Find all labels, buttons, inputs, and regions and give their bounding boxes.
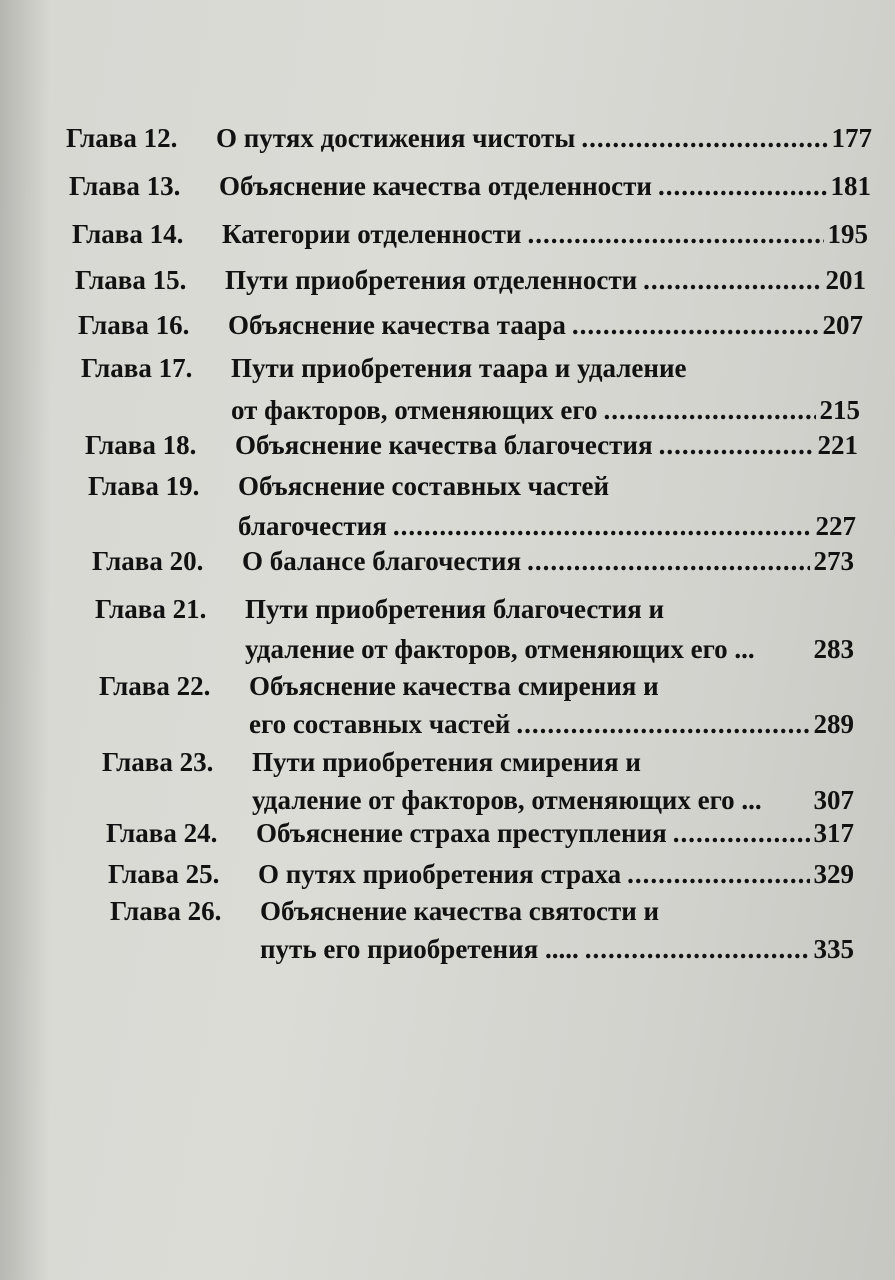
toc-entry-17 (81, 350, 860, 428)
toc-entry-16 (78, 307, 863, 343)
chapter-number: Глава 22. (99, 671, 211, 701)
chapter-title-continued: удаление от факторов, отменяющих его ... (245, 634, 755, 664)
page-number: 207 (822, 310, 863, 340)
chapter-number: Глава 16. (78, 310, 190, 340)
page-number: 317 (813, 818, 854, 848)
chapter-number: Глава 24. (106, 818, 218, 848)
page-number: 289 (813, 709, 854, 739)
toc-entry-20 (92, 543, 854, 579)
toc-entry-18 (85, 427, 858, 463)
chapter-title: Объяснение страха преступления (256, 818, 667, 848)
leader-dots (643, 262, 821, 298)
leader-dots (658, 168, 827, 204)
leader-dots (393, 508, 812, 544)
chapter-number: Глава 15. (75, 265, 187, 295)
toc-entry-21 (95, 591, 854, 667)
page-number: 273 (813, 546, 854, 576)
chapter-title: Пути приобретения отделенности (225, 265, 638, 295)
chapter-number: Глава 18. (85, 430, 197, 460)
leader-dots (527, 216, 823, 252)
page-number: 181 (830, 171, 871, 201)
toc-entry-15 (75, 262, 866, 298)
page-number: 283 (813, 634, 854, 664)
leader-dots (627, 856, 809, 892)
chapter-number: Глава 21. (95, 594, 207, 624)
page-number: 201 (825, 265, 866, 295)
chapter-number: Глава 12. (66, 123, 178, 153)
chapter-title: Объяснение качества отделенности (219, 171, 652, 201)
chapter-title: Категории отделенности (222, 219, 522, 249)
chapter-title: О путях приобретения страха (258, 859, 622, 889)
chapter-title: Объяснение качества святости и (260, 896, 660, 926)
toc-entry-24 (106, 815, 854, 851)
page-number: 227 (815, 511, 856, 541)
chapter-title: О балансе благочестия (242, 546, 522, 576)
chapter-number: Глава 26. (110, 896, 222, 926)
toc-entry-26 (110, 893, 854, 967)
chapter-title-continued: путь его приобретения ..... (260, 934, 579, 964)
toc-entry-14 (72, 216, 868, 252)
toc-entry-22 (99, 668, 854, 742)
leader-dots (659, 427, 814, 463)
toc-entry-12 (66, 120, 872, 156)
toc-entry-23 (102, 744, 854, 818)
page-number: 177 (831, 123, 872, 153)
chapter-number: Глава 23. (102, 747, 214, 777)
chapter-number: Глава 17. (81, 353, 193, 383)
page-number: 329 (813, 859, 854, 889)
toc-entry-19 (88, 468, 856, 544)
chapter-title: Объяснение качества смирения и (249, 671, 659, 701)
chapter-number: Глава 19. (88, 471, 200, 501)
chapter-title-continued: благочестия (238, 511, 387, 541)
leader-dots (527, 543, 809, 579)
chapter-title-continued: удаление от факторов, отменяющих его ... (252, 785, 762, 815)
chapter-number: Глава 20. (92, 546, 204, 576)
page-number: 195 (827, 219, 868, 249)
toc-entry-25 (108, 856, 854, 892)
leader-dots (585, 931, 810, 967)
chapter-title: Объяснение составных частей (238, 471, 610, 501)
leader-dots (572, 307, 819, 343)
leader-dots (603, 392, 815, 428)
chapter-title: Пути приобретения смирения и (252, 747, 641, 777)
leader-dots (673, 815, 810, 851)
page-number: 215 (819, 395, 860, 425)
chapter-title: Объяснение качества таара (228, 310, 566, 340)
chapter-number: Глава 25. (108, 859, 220, 889)
chapter-title: Пути приобретения благочестия и (245, 594, 665, 624)
chapter-title-continued: его составных частей (249, 709, 511, 739)
chapter-title-continued: от факторов, отменяющих его (231, 395, 598, 425)
chapter-number: Глава 13. (69, 171, 181, 201)
toc-entry-13 (69, 168, 871, 204)
chapter-title: Объяснение качества благочестия (235, 430, 653, 460)
page-number: 335 (813, 934, 854, 964)
chapter-title: О путях достижения чистоты (216, 123, 576, 153)
page-number: 221 (817, 430, 858, 460)
chapter-title: Пути приобретения таара и удаление (231, 353, 687, 383)
leader-dots (581, 120, 827, 156)
chapter-number: Глава 14. (72, 219, 184, 249)
leader-dots (516, 706, 809, 742)
page-number: 307 (813, 785, 854, 815)
